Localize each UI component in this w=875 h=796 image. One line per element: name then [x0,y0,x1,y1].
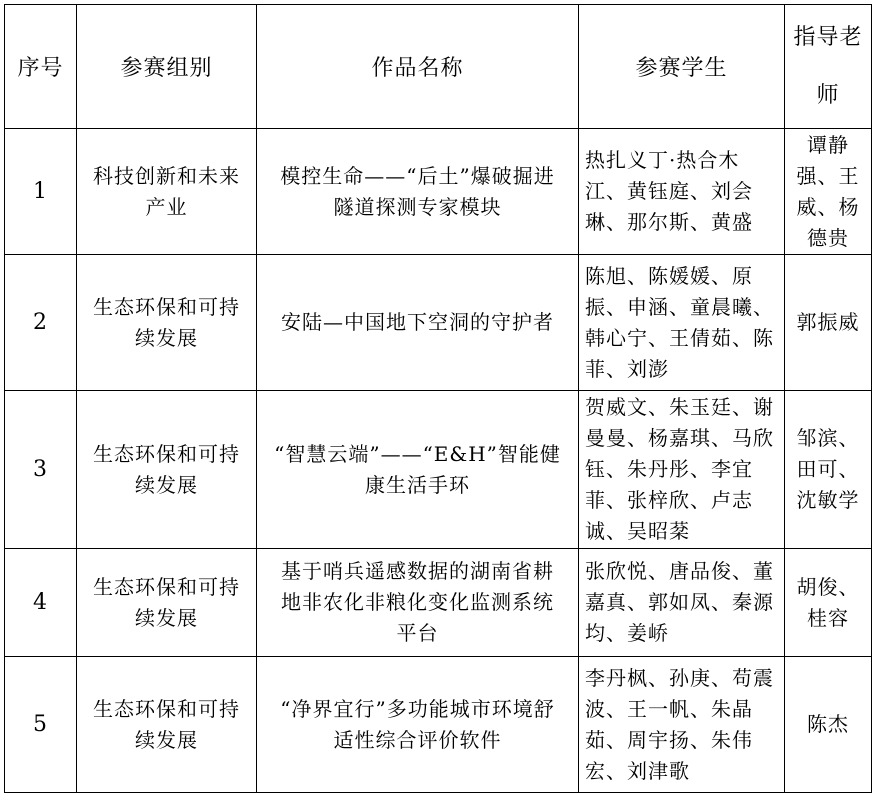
row-no: 3 [5,391,77,549]
row-teacher: 谭静强、王威、杨德贵 [785,129,872,255]
header-teacher: 指导老师 [785,5,872,129]
row-name: “智慧云端”——“E&H”智能健康生活手环 [257,391,579,549]
row-name: “净界宜行”多功能城市环境舒适性综合评价软件 [257,657,579,793]
row-students: 李丹枫、孙庚、苟震波、王一帆、朱晶茹、周宇扬、朱伟宏、刘津歌 [579,657,785,793]
table-row [5,391,872,549]
row-group: 生态环保和可持续发展 [77,391,257,549]
row-students: 贺威文、朱玉廷、谢曼曼、杨嘉琪、马欣钰、朱丹彤、李宜菲、张梓欣、卢志诚、吴昭棻 [579,391,785,549]
header-name: 作品名称 [257,5,579,129]
row-teacher: 胡俊、桂容 [785,549,872,657]
row-students: 张欣悦、唐品俊、董嘉真、郭如凤、秦源均、姜峤 [579,549,785,657]
row-no: 1 [5,129,77,255]
row-no: 4 [5,549,77,657]
header-row [5,5,872,129]
row-group: 科技创新和未来产业 [77,129,257,255]
table-row [5,129,872,255]
row-no: 5 [5,657,77,793]
header-group: 参赛组别 [77,5,257,129]
table-row [5,255,872,391]
row-name: 基于哨兵遥感数据的湖南省耕地非农化非粮化变化监测系统平台 [257,549,579,657]
table-row [5,657,872,793]
row-teacher: 郭振威 [785,255,872,391]
header-no: 序号 [5,5,77,129]
header-students: 参赛学生 [579,5,785,129]
award-table [4,4,872,793]
row-no: 2 [5,255,77,391]
table-row [5,549,872,657]
row-group: 生态环保和可持续发展 [77,549,257,657]
row-name: 安陆—中国地下空洞的守护者 [257,255,579,391]
row-students: 热扎义丁·热合木江、黄钰庭、刘会琳、那尔斯、黄盛 [579,129,785,255]
row-name: 模控生命——“后土”爆破掘进隧道探测专家模块 [257,129,579,255]
row-teacher: 邹滨、田可、沈敏学 [785,391,872,549]
row-teacher: 陈杰 [785,657,872,793]
row-group: 生态环保和可持续发展 [77,255,257,391]
row-group: 生态环保和可持续发展 [77,657,257,793]
row-students: 陈旭、陈媛媛、原振、申涵、童晨曦、韩心宁、王倩茹、陈菲、刘澎 [579,255,785,391]
